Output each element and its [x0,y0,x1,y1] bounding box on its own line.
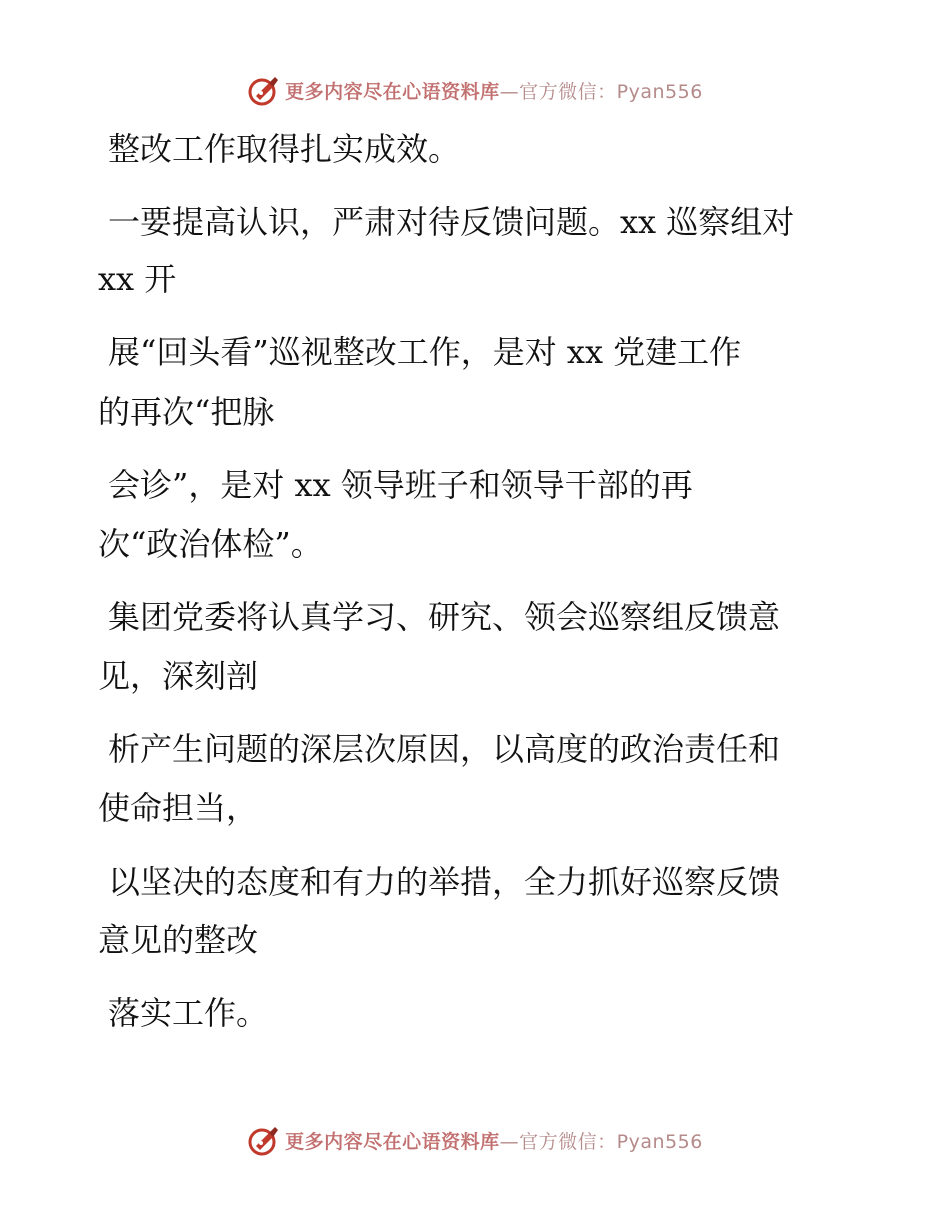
text-line: 见，深刻剖 [98,657,259,695]
header-watermark [0,70,950,110]
text-line: 的再次“把脉 [98,393,275,431]
text-line: 整改工作取得扎实成效。 [108,130,461,168]
watermark-main-text: 更多内容尽在心语资料库 [285,80,500,103]
text-line: 一要提高认识，严肃对待反馈问题。xx 巡察组对 [108,203,795,241]
text-line: xx 开 [98,260,177,298]
text-line: 以坚决的态度和有力的举措，全力抓好巡察反馈 [108,863,781,901]
text-line: 会诊”，是对 xx 领导班子和领导干部的再 [108,466,693,504]
watermark-sub-text: —官方微信：Pyan556 [499,1130,703,1153]
watermark-text [285,1127,703,1154]
pen-logo-icon [247,73,281,107]
text-line: 集团党委将认真学习、研究、领会巡察组反馈意 [108,598,781,636]
pen-logo-icon [247,1123,281,1157]
text-line: 使命担当， [98,789,259,827]
text-line: 展“回头看”巡视整改工作，是对 xx 党建工作 [108,333,742,371]
watermark-sub-text: —官方微信：Pyan556 [499,80,703,103]
watermark-text [285,77,703,104]
text-line: 析产生问题的深层次原因，以高度的政治责任和 [108,730,781,768]
footer-watermark [0,1120,950,1160]
text-line: 次“政治体检”。 [98,525,323,563]
text-line: 意见的整改 [98,921,259,959]
text-line: 落实工作。 [108,994,269,1032]
watermark-main-text: 更多内容尽在心语资料库 [285,1130,500,1153]
